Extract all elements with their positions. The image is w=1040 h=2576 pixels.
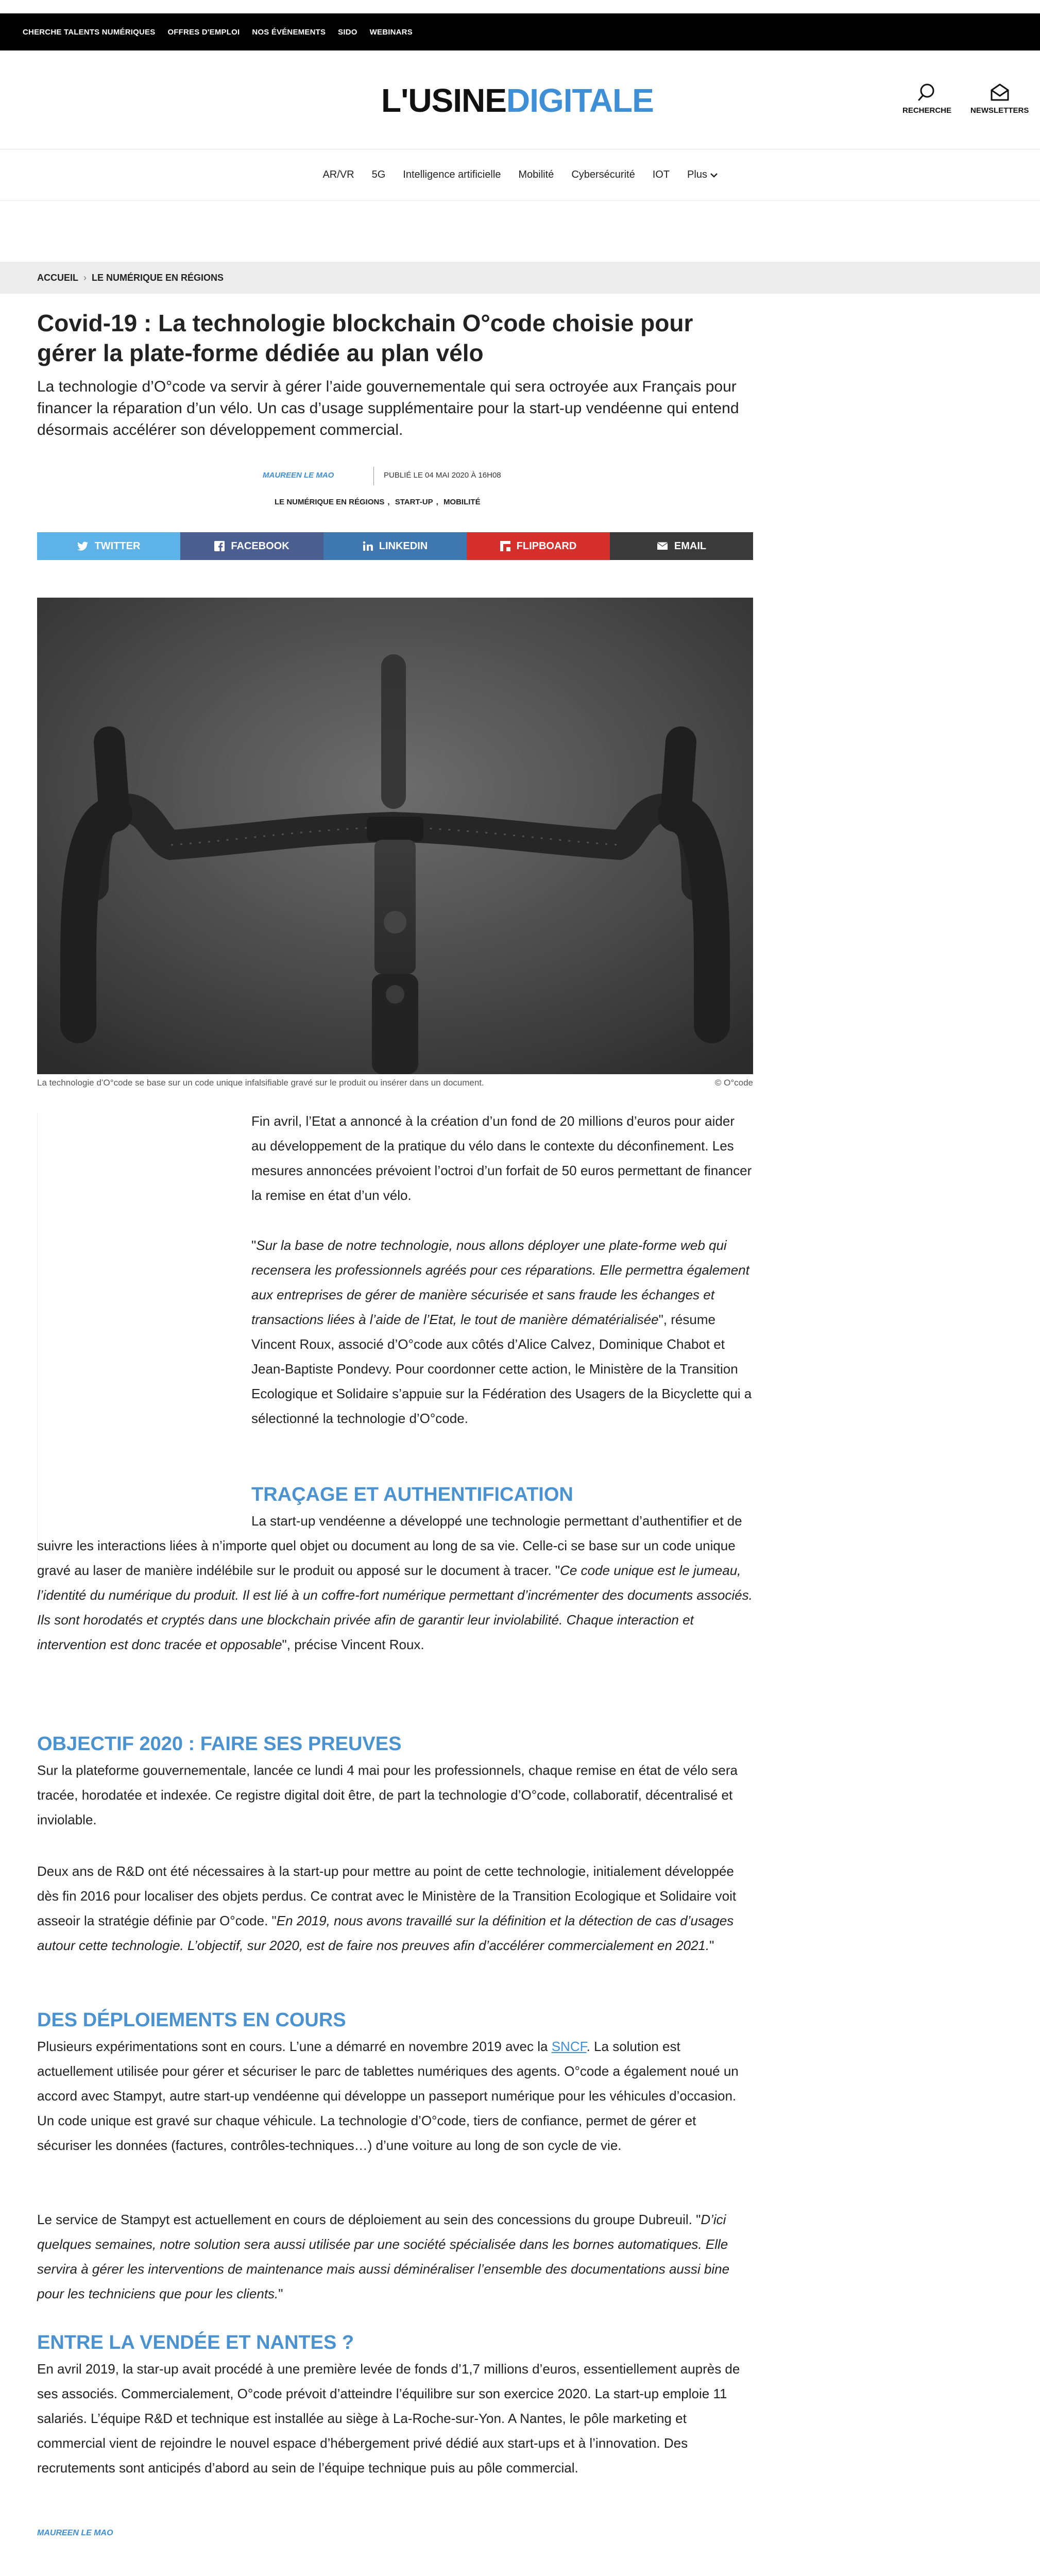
paragraph-6-end: . La solution est actuellement utilisée pour gérer et sécuriser le parc de tablettes numériques des agents. O°code a également noué un accord avec Stampyt, autre start-up vendéenne qui développe un passeport numérique pour les véhicules d’occasion. Un code unique est gravé sur chaque véhicule. La technologie d’O°code, tiers de confiance, permet de gérer et sécuriser les données (factures, contrôles-techniques…) d’une voiture au long de son cycle de vie. [37,2039,739,2153]
tag-separator: , [436,498,438,506]
section-heading-objectif: OBJECTIF 2020 : FAIRE SES PREUVES [37,1733,402,1755]
topbar-link-sido[interactable]: SIDO [338,27,357,37]
section-heading-tracage: TRAÇAGE ET AUTHENTIFICATION [251,1484,573,1505]
share-facebook-label: FACEBOOK [231,540,289,552]
paragraph-5-end: " [709,1938,714,1953]
paragraph-3-quote: Ce code unique est le jumeau, l’identité du numérique du produit. Il est lié à un coffre-fort numérique permettant d’incrémenter des documents associés. Ils sont horodatés et cryptés dans une blockchain privée afin de garantir leur inviolabilité. Chaque interaction et intervention est donc tracée et opposable [37,1563,753,1652]
paragraph-2-quote: Sur la base de notre technologie, nous allons déployer une plate-forme web qui recensera les professionnels agréés pour ces réparations. Elle permettra également aux entreprises de gérer de manière sécurisée et sans fraude les échanges et transactions liées à l’aide de l’Etat, le tout de manière dématérialisée [251,1238,749,1327]
bicycle-handlebar-image [37,598,753,1074]
paragraph-1: Fin avril, l’Etat a annoncé à la création d’un fond de 20 millions d’euros pour aider au développement de la pratique du vélo dans le contexte du déconfinement. Les mesures annoncées prévoient l’octroi d’un forfait de 50 euros permettant de financer la remise en état d’un vélo. [251,1113,752,1203]
topbar-link-talents[interactable]: CHERCHE TALENTS NUMÉRIQUES [23,27,156,37]
paragraph-3-start: La start-up vendéenne a développé une technologie permettant d’authentifier et de suivre les interactions liées à n’importe quel objet ou document au long de sa vie. Celle-ci se base sur un code unique gravé au laser de manière indélébile sur le produit ou apposé sur le document à tracer. " [37,1513,742,1578]
topbar-link-webinars[interactable]: WEBINARS [369,27,413,37]
nav-item-5g[interactable]: 5G [371,169,386,180]
twitter-icon [77,541,89,551]
paragraph-4: Sur la plateforme gouvernementale, lancée ce lundi 4 mai pour les professionnels, chaque remise en état de vélo sera tracée, horodatée et indexée. Ce registre digital doit être, de part la technologie d’O°code, collaboratif, décentralisé et inviolable. [37,1762,738,1827]
paragraph-5-quote: En 2019, nous avons travaillé sur la définition et la détection de cas d’usages autour cette technologie. L’objectif, sur 2020, est de faire nos preuves afin d’accélérer commercialement en 2021. [37,1913,734,1953]
meta-divider [373,467,374,485]
nav-item-mobilite[interactable]: Mobilité [518,169,554,180]
paragraph-7-start: Le service de Stampyt est actuellement en cours de déploiement au sein des concessions du groupe Dubreuil. " [37,2212,701,2227]
article-title: Covid-19 : La technologie blockchain O°code choisie pour gérer la plate-forme dédiée au plan vélo [37,310,693,366]
share-linkedin-label: LINKEDIN [379,540,428,552]
topbar-link-events[interactable]: NOS ÉVÉNEMENTS [252,27,326,37]
nav-item-plus[interactable] [687,169,717,181]
paragraph-2: "Sur la base de notre technologie, nous allons déployer une plate-forme web qui recensera les professionnels agréés pour ces réparations. Elle permettra également aux entreprises de gérer de manière sécurisée et sans fraude les échanges et transactions liées à l’aide de l’Etat, le tout de manière dématérialisée", résume Vincent Roux, associé d’O°code aux côtés d’Alice Calvez, Dominique Chabot et Jean-Baptiste Pondevy. Pour coordonner cette action, le Ministère de la Transition Ecologique et Solidaire s’appuie sur la Fédération des Usagers de la Bicyclette qui a sélectionné la technologie d’O°code. [251,1238,752,1426]
share-twitter-button[interactable] [37,532,180,560]
share-flipboard-button[interactable] [467,532,610,560]
article-lead: La technologie d’O°code va servir à gérer l’aide gouvernementale qui sera octroyée aux Français pour financer la réparation d’un vélo. Un cas d’usage supplémentaire pour la start-up vendéenne qui entend désormais accélérer son développement commercial. [37,378,739,438]
share-linkedin-button[interactable] [323,532,467,560]
share-flipboard-label: FLIPBOARD [516,540,577,552]
paragraph-8: En avril 2019, la star-up avait procédé à une première levée de fonds d’1,7 millions d’euros, essentiellement auprès de ses associés. Commercialement, O°code prévoit d’atteindre l’équilibre sur son exercice 2020. La start-up emploie 11 salariés. L’équipe R&D et technique est installée au siège à La-Roche-sur-Yon. A Nantes, le pôle marketing et commercial vient de rejoindre le nouvel espace d’hébergement privé dédié aux start-ups et à l’innovation. Des recrutements sont anticipés d’abord au sein de l’équipe technique puis au pôle commercial. [37,2361,740,2476]
breadcrumb-separator: › [83,272,87,283]
share-bar [37,532,753,560]
paragraph-7-end: " [278,2286,283,2301]
tag-link[interactable]: START-UP [395,498,433,506]
paragraph-5-start: Deux ans de R&D ont été nécessaires à la start-up pour mettre au point de cette technologie, initialement développée dès fin 2016 pour localiser des objets perdus. Ce contrat avec le Ministère de la Transition Ecologique et Solidaire voit asseoir la stratégie définie par O°code. " [37,1863,737,1928]
frame-top [0,0,1040,13]
email-icon [657,542,668,550]
share-twitter-label: TWITTER [94,540,141,552]
main-nav [0,149,1040,201]
search-label: RECHERCHE [902,106,952,115]
paragraph-3-end: ", précise Vincent Roux. [282,1637,424,1652]
logo-part-2: DIGITALE [506,82,654,119]
newsletters-button[interactable] [970,82,1029,115]
sncf-link[interactable]: SNCF [551,2039,587,2054]
flipboard-icon [500,541,510,551]
paragraph-6-start: Plusieurs expérimentations sont en cours. L’une a démarré en novembre 2019 avec la [37,2039,552,2054]
site-header [0,50,1040,149]
publish-date: PUBLIÉ LE 04 MAI 2020 À 16H08 [384,471,501,480]
nav-item-ai[interactable]: Intelligence artificielle [403,169,501,180]
nav-item-iot[interactable]: IOT [652,169,670,180]
linkedin-icon [363,541,373,551]
nav-item-cybersecurite[interactable]: Cybersécurité [571,169,635,180]
breadcrumb [0,262,1040,294]
newsletters-label: NEWSLETTERS [970,106,1029,115]
breadcrumb-home[interactable]: ACCUEIL [37,272,78,283]
paragraph-3 [37,1509,753,1657]
paragraph-6 [37,2034,753,2158]
photo-credit: © O°code [714,1078,753,1088]
search-button[interactable] [902,82,951,115]
share-email-button[interactable] [610,532,753,560]
paragraph-7 [37,2207,753,2306]
paragraph-2-rest: ", résume Vincent Roux, associé d’O°code aux côtés d’Alice Calvez, Dominique Chabot et Jean-Baptiste Pondevy. Pour coordonner cette action, le Ministère de la Transition Ecologique et Solidaire s’appuie sur la Fédération des Usagers de la Bicyclette qui a sélectionné la technologie d’O°code. [251,1312,752,1426]
tag-separator: , [387,498,390,506]
article-photo [37,598,753,1074]
article-tags [275,498,484,506]
share-facebook-button[interactable] [180,532,323,560]
chevron-down-icon [710,173,718,178]
facebook-icon [214,541,225,551]
site-logo[interactable] [381,81,654,120]
photo-caption [37,1078,753,1088]
nav-item-arvr[interactable]: AR/VR [322,169,354,180]
logo-part-1: L'USINE [381,82,506,119]
caption-text: La technologie d’O°code se base sur un code unique infalsifiable gravé sur le produit ou insérer dans un document. [37,1078,484,1088]
top-bar [0,13,1040,50]
paragraph-7-quote: D’ici quelques semaines, notre solution sera aussi utilisée par une société spécialisée dans les bornes automatiques. Elle servira à gérer les interventions de maintenance mais aussi déminéraliser l’ensemble des documentations aussi bine pour les techniciens que pour les clients. [37,2212,730,2301]
topbar-link-jobs[interactable]: OFFRES D'EMPLOI [167,27,240,37]
nav-plus-label: Plus [687,169,707,180]
paragraph-5 [37,1859,753,1958]
section-heading-deploiements: DES DÉPLOIEMENTS EN COURS [37,2009,346,2031]
tag-link[interactable]: MOBILITÉ [443,498,481,506]
breadcrumb-section[interactable]: LE NUMÉRIQUE EN RÉGIONS [92,272,224,283]
section-heading-vendee-nantes: ENTRE LA VENDÉE ET NANTES ? [37,2332,354,2353]
author-link[interactable]: MAUREEN LE MAO [263,471,334,480]
tag-link[interactable]: LE NUMÉRIQUE EN RÉGIONS [275,498,385,506]
search-icon [917,82,937,102]
share-email-label: EMAIL [674,540,707,552]
footer-author-link[interactable]: MAUREEN LE MAO [37,2529,113,2537]
envelope-icon [990,82,1010,102]
